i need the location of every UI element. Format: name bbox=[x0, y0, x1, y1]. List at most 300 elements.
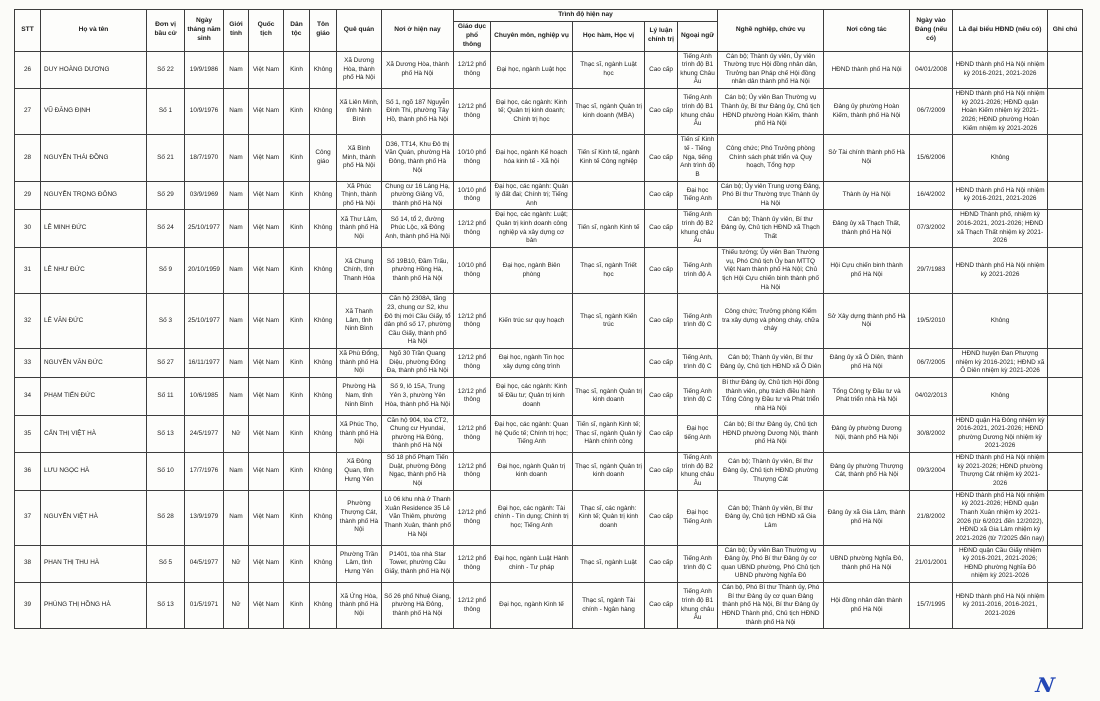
cell-nghenghiep: Thiếu tướng; Ủy viên Ban Thường vụ, Phó Chủ tịch Ủy ban MTTQ Việt Nam thành phố Hà Nội; Chủ tịch Hội Cựu chiến binh thành phố Hà Nội bbox=[718, 248, 824, 294]
cell-hocham: Thạc sĩ, ngành Tài chính - Ngân hàng bbox=[573, 583, 645, 629]
cell-donvi: Số 22 bbox=[147, 51, 185, 89]
cell-dantoc: Kinh bbox=[284, 294, 310, 349]
cell-gioitinh: Nữ bbox=[224, 583, 249, 629]
cell-stt: 38 bbox=[15, 545, 41, 583]
cell-ngaysinh: 01/5/1971 bbox=[185, 583, 224, 629]
cell-daibieu: HĐND thành phố Hà Nội nhiệm kỳ 2021-2026; HĐND quận Hoàn Kiếm nhiệm kỳ 2021-2026; HĐND phường Hoàn Kiếm nhiệm kỳ 2021-2026 bbox=[953, 89, 1048, 135]
cell-quequan: Xã Liên Minh, tỉnh Ninh Bình bbox=[337, 89, 382, 135]
cell-noio: D36, TT14, Khu Đô thị Văn Quán, phường Hà Đông, thành phố Hà Nội bbox=[382, 135, 454, 181]
scanned-document-page bbox=[0, 9, 1100, 701]
cell-hoten: NGUYỄN VĂN ĐỨC bbox=[41, 349, 147, 378]
cell-hocham bbox=[573, 349, 645, 378]
cell-lyluan: Cao cấp bbox=[645, 453, 678, 491]
cell-dantoc: Kinh bbox=[284, 583, 310, 629]
cell-stt: 27 bbox=[15, 89, 41, 135]
cell-ngaysinh: 16/11/1977 bbox=[185, 349, 224, 378]
cell-ngayvaodang: 07/3/2002 bbox=[910, 210, 953, 248]
col-header-ngaysinh: Ngày tháng năm sinh bbox=[185, 10, 224, 52]
cell-ngoaingu: Tiếng Anh trình độ B1 khung Châu Âu bbox=[678, 51, 718, 89]
cell-noio: Lô 06 khu nhà ở Thanh Xuân Residence 35 Lê Văn Thiêm, phường Thanh Xuân, thành phố Hà Nội bbox=[382, 490, 454, 545]
cell-ghichu bbox=[1048, 377, 1083, 415]
cell-gioitinh: Nam bbox=[224, 135, 249, 181]
cell-quoctich: Việt Nam bbox=[249, 453, 284, 491]
cell-chuyenmon: Đại học, ngành Luật Hành chính - Tư pháp bbox=[491, 545, 573, 583]
col-header-ngoaingu: Ngoại ngữ bbox=[678, 21, 718, 51]
cell-tongiao: Không bbox=[310, 294, 337, 349]
table-header bbox=[15, 10, 1083, 52]
cell-donvi: Số 5 bbox=[147, 545, 185, 583]
cell-chuyenmon: Đại học, ngành Kinh tế bbox=[491, 583, 573, 629]
cell-hoten: LÊ MINH ĐỨC bbox=[41, 210, 147, 248]
cell-gioitinh: Nam bbox=[224, 349, 249, 378]
cell-noicongtac: UBND phường Nghĩa Đô, thành phố Hà Nội bbox=[824, 545, 910, 583]
table-row bbox=[15, 349, 1083, 378]
table-row bbox=[15, 210, 1083, 248]
cell-hocham: Thạc sĩ, các ngành: Kinh tế; Quản trị kinh doanh bbox=[573, 490, 645, 545]
cell-donvi: Số 10 bbox=[147, 453, 185, 491]
cell-ngoaingu: Đại học Tiếng Anh bbox=[678, 181, 718, 210]
col-header-donvi: Đơn vị bầu cử bbox=[147, 10, 185, 52]
cell-quequan: Xã Ứng Hòa, thành phố Hà Nội bbox=[337, 583, 382, 629]
cell-daibieu: HĐND thành phố Hà Nội nhiệm kỳ 2016-2021, 2021-2026 bbox=[953, 51, 1048, 89]
cell-donvi: Số 3 bbox=[147, 294, 185, 349]
cell-dantoc: Kinh bbox=[284, 490, 310, 545]
cell-stt: 34 bbox=[15, 377, 41, 415]
cell-gdpt: 12/12 phổ thông bbox=[454, 89, 491, 135]
table-row bbox=[15, 294, 1083, 349]
cell-donvi: Số 24 bbox=[147, 210, 185, 248]
col-header-nghenghiep: Nghề nghiệp, chức vụ bbox=[718, 10, 824, 52]
cell-ngoaingu: Tiếng Anh trình độ B2 khung châu Âu bbox=[678, 210, 718, 248]
cell-stt: 30 bbox=[15, 210, 41, 248]
cell-quoctich: Việt Nam bbox=[249, 135, 284, 181]
cell-lyluan: Cao cấp bbox=[645, 210, 678, 248]
cell-hoten: CẤN THỊ VIỆT HÀ bbox=[41, 415, 147, 453]
cell-donvi: Số 11 bbox=[147, 377, 185, 415]
cell-dantoc: Kinh bbox=[284, 181, 310, 210]
cell-daibieu: HĐND Thành phố, nhiệm kỳ 2016-2021, 2021-2026; HĐND xã Thạch Thất nhiệm kỳ 2021-2026 bbox=[953, 210, 1048, 248]
cell-hocham: Thạc sĩ, ngành Luật bbox=[573, 545, 645, 583]
cell-lyluan: Cao cấp bbox=[645, 51, 678, 89]
cell-ghichu bbox=[1048, 294, 1083, 349]
cell-quequan: Phường Thượng Cát, thành phố Hà Nội bbox=[337, 490, 382, 545]
cell-tongiao: Không bbox=[310, 181, 337, 210]
cell-hoten: VŨ ĐĂNG ĐỊNH bbox=[41, 89, 147, 135]
cell-hocham: Thạc sĩ, ngành Triết học bbox=[573, 248, 645, 294]
cell-ghichu bbox=[1048, 135, 1083, 181]
cell-donvi: Số 29 bbox=[147, 181, 185, 210]
cell-gioitinh: Nam bbox=[224, 89, 249, 135]
cell-ngaysinh: 18/7/1970 bbox=[185, 135, 224, 181]
cell-stt: 39 bbox=[15, 583, 41, 629]
cell-chuyenmon: Đại học, ngành Luật học bbox=[491, 51, 573, 89]
cell-hocham: Tiến sĩ, ngành Kinh tế bbox=[573, 210, 645, 248]
col-header-ghichu: Ghi chú bbox=[1048, 10, 1083, 52]
cell-dantoc: Kinh bbox=[284, 135, 310, 181]
cell-noicongtac: Đảng ủy phường Dương Nội, thành phố Hà Nội bbox=[824, 415, 910, 453]
cell-noio: Căn hộ 904, tòa CT2, Chung cư Hyundai, phường Hà Đông, thành phố Hà Nội bbox=[382, 415, 454, 453]
cell-lyluan: Cao cấp bbox=[645, 248, 678, 294]
cell-ngayvaodang: 04/02/2013 bbox=[910, 377, 953, 415]
cell-lyluan: Cao cấp bbox=[645, 545, 678, 583]
cell-daibieu: Không bbox=[953, 294, 1048, 349]
cell-gdpt: 10/10 phổ thông bbox=[454, 135, 491, 181]
cell-noio: Chung cư 16 Láng Hạ, phường Giảng Võ, thành phố Hà Nội bbox=[382, 181, 454, 210]
col-header-hocham: Học hàm, Học vị bbox=[573, 21, 645, 51]
cell-gdpt: 10/10 phổ thông bbox=[454, 248, 491, 294]
col-header-gdpt: Giáo dục phổ thông bbox=[454, 21, 491, 51]
cell-chuyenmon: Đại học, các ngành: Quan hệ Quốc tế; Chính trị học; Tiếng Anh bbox=[491, 415, 573, 453]
cell-quequan: Xã Đông Quan, tỉnh Hưng Yên bbox=[337, 453, 382, 491]
cell-lyluan: Cao cấp bbox=[645, 377, 678, 415]
cell-ngayvaodang: 30/8/2002 bbox=[910, 415, 953, 453]
cell-hocham bbox=[573, 181, 645, 210]
cell-ghichu bbox=[1048, 583, 1083, 629]
cell-nghenghiep: Cán bộ; Ủy viên Ban Thường vụ Thành ủy, Bí thư Đảng ủy, Chủ tịch HĐND phường Hoàn Kiếm, thành phố Hà Nội bbox=[718, 89, 824, 135]
cell-noicongtac: HĐND thành phố Hà Nội bbox=[824, 51, 910, 89]
cell-ngoaingu: Tiếng Anh trình độ B1 khung châu Âu bbox=[678, 89, 718, 135]
cell-ngayvaodang: 19/5/2010 bbox=[910, 294, 953, 349]
cell-ghichu bbox=[1048, 181, 1083, 210]
col-header-stt: STT bbox=[15, 10, 41, 52]
cell-dantoc: Kinh bbox=[284, 453, 310, 491]
col-header-noio: Nơi ở hiện nay bbox=[382, 10, 454, 52]
cell-noicongtac: Đảng ủy xã Thạch Thất, thành phố Hà Nội bbox=[824, 210, 910, 248]
cell-nghenghiep: Cán bộ; Ủy viên Ban Thường vụ Đảng ủy, Phó Bí thư Đảng ủy cơ quan UBND phường, Phó Chủ tịch UBND phường Nghĩa Đô bbox=[718, 545, 824, 583]
cell-daibieu: HĐND thành phố Hà Nội nhiệm kỳ 2021-2026 bbox=[953, 248, 1048, 294]
cell-stt: 32 bbox=[15, 294, 41, 349]
cell-quoctich: Việt Nam bbox=[249, 89, 284, 135]
cell-donvi: Số 13 bbox=[147, 415, 185, 453]
table-row bbox=[15, 490, 1083, 545]
cell-gioitinh: Nam bbox=[224, 248, 249, 294]
cell-quoctich: Việt Nam bbox=[249, 415, 284, 453]
cell-hoten: PHAN THỊ THU HÀ bbox=[41, 545, 147, 583]
table-row bbox=[15, 89, 1083, 135]
cell-chuyenmon: Đại học, các ngành: Kinh tế Đầu tư; Quản trị kinh doanh bbox=[491, 377, 573, 415]
cell-gdpt: 12/12 phổ thông bbox=[454, 349, 491, 378]
col-header-chuyenmon: Chuyên môn, nghiệp vụ bbox=[491, 21, 573, 51]
cell-gdpt: 12/12 phổ thông bbox=[454, 377, 491, 415]
cell-donvi: Số 28 bbox=[147, 490, 185, 545]
cell-hocham: Thạc sĩ, ngành Quản trị kinh doanh bbox=[573, 453, 645, 491]
cell-stt: 31 bbox=[15, 248, 41, 294]
cell-tongiao: Không bbox=[310, 415, 337, 453]
cell-ngaysinh: 10/9/1976 bbox=[185, 89, 224, 135]
col-header-hoten: Họ và tên bbox=[41, 10, 147, 52]
cell-tongiao: Không bbox=[310, 349, 337, 378]
cell-hocham: Tiến sĩ, ngành Kinh tế; Thạc sĩ, ngành Quản lý Hành chính công bbox=[573, 415, 645, 453]
cell-chuyenmon: Đại học, ngành Biên phòng bbox=[491, 248, 573, 294]
cell-stt: 29 bbox=[15, 181, 41, 210]
cell-lyluan: Cao cấp bbox=[645, 415, 678, 453]
cell-tongiao: Không bbox=[310, 545, 337, 583]
cell-daibieu: HĐND huyện Đan Phượng nhiệm kỳ 2016-2021; HĐND xã Ô Diên nhiệm kỳ 2021-2026 bbox=[953, 349, 1048, 378]
cell-quoctich: Việt Nam bbox=[249, 545, 284, 583]
cell-gioitinh: Nữ bbox=[224, 415, 249, 453]
cell-ngaysinh: 20/10/1959 bbox=[185, 248, 224, 294]
cell-ngayvaodang: 21/01/2001 bbox=[910, 545, 953, 583]
cell-ngoaingu: Tiếng Anh trình độ C bbox=[678, 545, 718, 583]
cell-donvi: Số 27 bbox=[147, 349, 185, 378]
table-row bbox=[15, 135, 1083, 181]
cell-stt: 35 bbox=[15, 415, 41, 453]
cell-tongiao: Không bbox=[310, 248, 337, 294]
cell-ngayvaodang: 16/4/2002 bbox=[910, 181, 953, 210]
cell-nghenghiep: Cán bộ; Ủy viên Trung ương Đảng, Phó Bí thư Thường trực Thành ủy Hà Nội bbox=[718, 181, 824, 210]
cell-ngoaingu: Tiếng Anh trình độ C bbox=[678, 294, 718, 349]
cell-chuyenmon: Đại học, các ngành: Quản lý đất đai; Chính trị; Tiếng Anh bbox=[491, 181, 573, 210]
col-header-lyluan: Lý luận chính trị bbox=[645, 21, 678, 51]
cell-quoctich: Việt Nam bbox=[249, 51, 284, 89]
cell-ngayvaodang: 06/7/2005 bbox=[910, 349, 953, 378]
table-row bbox=[15, 545, 1083, 583]
cell-quoctich: Việt Nam bbox=[249, 490, 284, 545]
cell-quequan: Xã Phúc Thọ, thành phố Hà Nội bbox=[337, 415, 382, 453]
table-row bbox=[15, 51, 1083, 89]
cell-ghichu bbox=[1048, 490, 1083, 545]
cell-ngoaingu: Đại học tiếng Anh bbox=[678, 415, 718, 453]
cell-ngoaingu: Đại học Tiếng Anh bbox=[678, 490, 718, 545]
cell-ghichu bbox=[1048, 248, 1083, 294]
cell-ngaysinh: 04/5/1977 bbox=[185, 545, 224, 583]
cell-dantoc: Kinh bbox=[284, 415, 310, 453]
cell-chuyenmon: Đại học, ngành Quản trị kinh doanh bbox=[491, 453, 573, 491]
cell-quoctich: Việt Nam bbox=[249, 248, 284, 294]
cell-hocham: Thạc sĩ, ngành Kiến trúc bbox=[573, 294, 645, 349]
cell-chuyenmon: Đại học, các ngành: Kinh tế; Quản trị kinh doanh; Chính trị học bbox=[491, 89, 573, 135]
cell-quequan: Xã Dương Hòa, thành phố Hà Nội bbox=[337, 51, 382, 89]
table-row bbox=[15, 453, 1083, 491]
cell-dantoc: Kinh bbox=[284, 210, 310, 248]
cell-gioitinh: Nam bbox=[224, 377, 249, 415]
cell-hoten: NGUYỄN VIỆT HÀ bbox=[41, 490, 147, 545]
cell-hocham: Thạc sĩ, ngành Quản trị kinh doanh bbox=[573, 377, 645, 415]
cell-tongiao: Không bbox=[310, 377, 337, 415]
cell-ngoaingu: Tiếng Anh trình độ A bbox=[678, 248, 718, 294]
table-row bbox=[15, 248, 1083, 294]
cell-hoten: PHÙNG THỊ HỒNG HÀ bbox=[41, 583, 147, 629]
cell-gioitinh: Nam bbox=[224, 453, 249, 491]
cell-daibieu: HĐND thành phố Hà Nội nhiệm kỳ 2016-2021, 2021-2026 bbox=[953, 181, 1048, 210]
col-header-quoctich: Quốc tịch bbox=[249, 10, 284, 52]
cell-ngoaingu: Tiến sĩ Kinh tế - Tiếng Nga, tiếng Anh trình độ B bbox=[678, 135, 718, 181]
cell-donvi: Số 13 bbox=[147, 583, 185, 629]
cell-noicongtac: Thành ủy Hà Nội bbox=[824, 181, 910, 210]
cell-ghichu bbox=[1048, 545, 1083, 583]
cell-stt: 33 bbox=[15, 349, 41, 378]
table-row bbox=[15, 181, 1083, 210]
cell-noicongtac: Đảng ủy phường Thượng Cát, thành phố Hà Nội bbox=[824, 453, 910, 491]
col-header-noicongtac: Nơi công tác bbox=[824, 10, 910, 52]
cell-nghenghiep: Cán bộ; Thành ủy viên, Bí thư Đảng ủy, Chủ tịch HĐND phường Thượng Cát bbox=[718, 453, 824, 491]
cell-noio: Ngõ 30 Trần Quang Diệu, phường Đống Đa, thành phố Hà Nội bbox=[382, 349, 454, 378]
cell-quequan: Phường Trần Lâm, tỉnh Hưng Yên bbox=[337, 545, 382, 583]
cell-ngaysinh: 03/9/1969 bbox=[185, 181, 224, 210]
cell-quoctich: Việt Nam bbox=[249, 210, 284, 248]
cell-gioitinh: Nữ bbox=[224, 545, 249, 583]
cell-daibieu: Không bbox=[953, 377, 1048, 415]
cell-daibieu: HĐND quận Cầu Giấy nhiệm kỳ 2016-2021, 2021-2026; HĐND phường Nghĩa Đô nhiệm kỳ 2021-2026 bbox=[953, 545, 1048, 583]
cell-noio: Số 19B10, Đầm Trấu, phường Hồng Hà, thành phố Hà Nội bbox=[382, 248, 454, 294]
cell-tongiao: Không bbox=[310, 89, 337, 135]
cell-noicongtac: Hội Cựu chiến binh thành phố Hà Nội bbox=[824, 248, 910, 294]
cell-ngayvaodang: 04/01/2008 bbox=[910, 51, 953, 89]
cell-dantoc: Kinh bbox=[284, 545, 310, 583]
cell-daibieu: HĐND thành phố Hà Nội nhiệm kỳ 2011-2016, 2016-2021, 2021-2026 bbox=[953, 583, 1048, 629]
col-group-header-trinhdo: Trình độ hiện nay bbox=[454, 10, 718, 22]
cell-stt: 37 bbox=[15, 490, 41, 545]
cell-stt: 36 bbox=[15, 453, 41, 491]
cell-ngoaingu: Tiếng Anh trình độ B2 khung châu Âu bbox=[678, 453, 718, 491]
cell-gdpt: 12/12 phổ thông bbox=[454, 51, 491, 89]
cell-dantoc: Kinh bbox=[284, 349, 310, 378]
cell-chuyenmon: Đại học, các ngành: Tài chính - Tín dụng; Chính trị học; Tiếng Anh bbox=[491, 490, 573, 545]
cell-noio: Số 14, tổ 2, đường Phúc Lộc, xã Đông Anh, thành phố Hà Nội bbox=[382, 210, 454, 248]
cell-chuyenmon: Đại học, ngành Kế hoạch hóa kinh tế - Xã hội bbox=[491, 135, 573, 181]
cell-nghenghiep: Công chức; Trưởng phòng Kiểm tra xây dựng và phòng cháy, chữa cháy bbox=[718, 294, 824, 349]
cell-tongiao: Không bbox=[310, 51, 337, 89]
cell-noio: Căn hộ 2308A, tầng 23, chung cư S2, khu Đô thị mới Cầu Giấy, tổ dân phố số 17, phường Cầu Giấy, thành phố Hà Nội bbox=[382, 294, 454, 349]
cell-ngaysinh: 17/7/1976 bbox=[185, 453, 224, 491]
cell-quequan: Phường Hà Nam, tỉnh Ninh Bình bbox=[337, 377, 382, 415]
cell-gioitinh: Nam bbox=[224, 294, 249, 349]
cell-noio: Xã Dương Hòa, thành phố Hà Nội bbox=[382, 51, 454, 89]
table-row bbox=[15, 377, 1083, 415]
cell-nghenghiep: Cán bộ; Thành ủy viên, Bí thư Đảng ủy, Chủ tịch HĐND xã Ô Diên bbox=[718, 349, 824, 378]
cell-quequan: Xã Chung Chính, tỉnh Thanh Hóa bbox=[337, 248, 382, 294]
cell-hoten: LÊ VĂN ĐỨC bbox=[41, 294, 147, 349]
cell-ngaysinh: 25/10/1977 bbox=[185, 294, 224, 349]
cell-tongiao: Không bbox=[310, 453, 337, 491]
cell-gdpt: 12/12 phổ thông bbox=[454, 415, 491, 453]
cell-donvi: Số 1 bbox=[147, 89, 185, 135]
col-header-dantoc: Dân tộc bbox=[284, 10, 310, 52]
cell-gioitinh: Nam bbox=[224, 51, 249, 89]
cell-quoctich: Việt Nam bbox=[249, 294, 284, 349]
cell-stt: 26 bbox=[15, 51, 41, 89]
cell-gioitinh: Nam bbox=[224, 490, 249, 545]
cell-nghenghiep: Cán bộ, Phó Bí thư Thành ủy, Phó Bí thư Đảng ủy cơ quan Đảng thành phố Hà Nội, Bí thư Đảng ủy HĐND Thành phố, Chủ tịch HĐND thành phố Hà Nội bbox=[718, 583, 824, 629]
cell-daibieu: Không bbox=[953, 135, 1048, 181]
cell-hocham: Thạc sĩ, ngành Quản trị kinh doanh (MBA) bbox=[573, 89, 645, 135]
cell-ghichu bbox=[1048, 349, 1083, 378]
cell-gioitinh: Nam bbox=[224, 181, 249, 210]
cell-ghichu bbox=[1048, 210, 1083, 248]
cell-donvi: Số 21 bbox=[147, 135, 185, 181]
cell-tongiao: Không bbox=[310, 490, 337, 545]
cell-lyluan: Cao cấp bbox=[645, 135, 678, 181]
cell-quoctich: Việt Nam bbox=[249, 377, 284, 415]
cell-lyluan: Cao cấp bbox=[645, 181, 678, 210]
cell-hoten: NGUYỄN THÁI ĐỒNG bbox=[41, 135, 147, 181]
cell-noicongtac: Sở Tài chính thành phố Hà Nội bbox=[824, 135, 910, 181]
cell-quoctich: Việt Nam bbox=[249, 583, 284, 629]
cell-daibieu: HĐND thành phố Hà Nội nhiệm kỳ 2021-2026; HĐND quận Thanh Xuân nhiệm kỳ 2021-2026 (từ 6/2021 đến 12/2022), HĐND xã Gia Lâm nhiệm kỳ 2021-2026 (từ 7/2025 đến nay) bbox=[953, 490, 1048, 545]
cell-ghichu bbox=[1048, 415, 1083, 453]
cell-hocham: Tiến sĩ Kinh tế, ngành Kinh tế Công nghiệp bbox=[573, 135, 645, 181]
cell-ngoaingu: Tiếng Anh trình độ C bbox=[678, 377, 718, 415]
cell-quoctich: Việt Nam bbox=[249, 181, 284, 210]
cell-nghenghiep: Công chức; Phó Trưởng phòng Chính sách phát triển và Quy hoạch, Tổng hợp bbox=[718, 135, 824, 181]
cell-noio: P1401, tòa nhà Star Tower, phường Cầu Giấy, thành phố Hà Nội bbox=[382, 545, 454, 583]
cell-tongiao: Công giáo bbox=[310, 135, 337, 181]
cell-ngaysinh: 13/9/1979 bbox=[185, 490, 224, 545]
cell-lyluan: Cao cấp bbox=[645, 490, 678, 545]
cell-noicongtac: Đảng ủy phường Hoàn Kiếm, thành phố Hà Nội bbox=[824, 89, 910, 135]
cell-quequan: Xã Thanh Lâm, tỉnh Ninh Bình bbox=[337, 294, 382, 349]
cell-hoten: NGUYỄN TRỌNG ĐÔNG bbox=[41, 181, 147, 210]
cell-gdpt: 12/12 phổ thông bbox=[454, 453, 491, 491]
cell-hocham: Thạc sĩ, ngành Luật học bbox=[573, 51, 645, 89]
cell-lyluan: Cao cấp bbox=[645, 349, 678, 378]
cell-gdpt: 12/12 phổ thông bbox=[454, 583, 491, 629]
cell-noio: Số 18 phố Phạm Tiến Duật, phường Đông Ngạc, thành phố Hà Nội bbox=[382, 453, 454, 491]
cell-noicongtac: Đảng ủy xã Gia Lâm, thành phố Hà Nội bbox=[824, 490, 910, 545]
cell-chuyenmon: Đại học, ngành Tin học xây dựng công trình bbox=[491, 349, 573, 378]
cell-lyluan: Cao cấp bbox=[645, 583, 678, 629]
table-row bbox=[15, 415, 1083, 453]
col-header-gioitinh: Giới tính bbox=[224, 10, 249, 52]
cell-ghichu bbox=[1048, 89, 1083, 135]
cell-noicongtac: Sở Xây dựng thành phố Hà Nội bbox=[824, 294, 910, 349]
cell-daibieu: HĐND thành phố Hà Nội nhiệm kỳ 2021-2026; HĐND phường Thượng Cát nhiệm kỳ 2021-2026 bbox=[953, 453, 1048, 491]
cell-tongiao: Không bbox=[310, 210, 337, 248]
cell-lyluan: Cao cấp bbox=[645, 294, 678, 349]
cell-quequan: Xã Phúc Thịnh, thành phố Hà Nội bbox=[337, 181, 382, 210]
cell-noio: Số 1, ngõ 187 Nguyễn Đình Thi, phường Tây Hồ, thành phố Hà Nội bbox=[382, 89, 454, 135]
deputies-roster-table bbox=[14, 9, 1083, 629]
cell-dantoc: Kinh bbox=[284, 89, 310, 135]
cell-ngaysinh: 10/6/1985 bbox=[185, 377, 224, 415]
cell-lyluan: Cao cấp bbox=[645, 89, 678, 135]
cell-ngaysinh: 19/9/1986 bbox=[185, 51, 224, 89]
cell-gdpt: 12/12 phổ thông bbox=[454, 210, 491, 248]
col-header-quequan: Quê quán bbox=[337, 10, 382, 52]
signature-paraph-mark: N bbox=[1034, 673, 1056, 697]
table-row bbox=[15, 583, 1083, 629]
cell-ngoaingu: Tiếng Anh, trình độ C bbox=[678, 349, 718, 378]
table-body bbox=[15, 51, 1083, 629]
cell-gdpt: 12/12 phổ thông bbox=[454, 490, 491, 545]
cell-gioitinh: Nam bbox=[224, 210, 249, 248]
cell-noio: Số 26 phố Nhuệ Giang, phường Hà Đông, thành phố Hà Nội bbox=[382, 583, 454, 629]
cell-quequan: Xã Thư Lâm, thành phố Hà Nội bbox=[337, 210, 382, 248]
cell-stt: 28 bbox=[15, 135, 41, 181]
cell-noio: Số 9, lô 15A, Trung Yên 3, phường Yên Hòa, thành phố Hà Nội bbox=[382, 377, 454, 415]
col-header-tongiao: Tôn giáo bbox=[310, 10, 337, 52]
cell-noicongtac: Hội đồng nhân dân thành phố Hà Nội bbox=[824, 583, 910, 629]
cell-dantoc: Kinh bbox=[284, 377, 310, 415]
cell-hoten: PHẠM TIẾN ĐỨC bbox=[41, 377, 147, 415]
cell-ghichu bbox=[1048, 51, 1083, 89]
cell-hoten: LƯU NGỌC HÀ bbox=[41, 453, 147, 491]
cell-nghenghiep: Cán bộ; Thành ủy viên, Bí thư Đảng ủy, Chủ tịch HĐND xã Thạch Thất bbox=[718, 210, 824, 248]
cell-gdpt: 12/12 phổ thông bbox=[454, 545, 491, 583]
cell-nghenghiep: Cán bộ; Bí thư Đảng ủy, Chủ tịch HĐND phường Dương Nội, thành phố Hà Nội bbox=[718, 415, 824, 453]
cell-ngayvaodang: 09/3/2004 bbox=[910, 453, 953, 491]
cell-dantoc: Kinh bbox=[284, 248, 310, 294]
cell-daibieu: HĐND quận Hà Đông nhiệm kỳ 2016-2021, 2021-2026; HĐND phường Dương Nội nhiệm kỳ 2021-2026 bbox=[953, 415, 1048, 453]
cell-hoten: DUY HOÀNG DƯƠNG bbox=[41, 51, 147, 89]
cell-ngayvaodang: 29/7/1983 bbox=[910, 248, 953, 294]
cell-quequan: Xã Bình Minh, thành phố Hà Nội bbox=[337, 135, 382, 181]
cell-nghenghiep: Cán bộ; Thành ủy viên, Bí thư Đảng ủy, Chủ tịch HĐND xã Gia Lâm bbox=[718, 490, 824, 545]
cell-quoctich: Việt Nam bbox=[249, 349, 284, 378]
cell-chuyenmon: Đại học, các ngành: Luật; Quản trị kinh doanh công nghiệp và xây dựng cơ bản bbox=[491, 210, 573, 248]
cell-gdpt: 10/10 phổ thông bbox=[454, 181, 491, 210]
cell-noicongtac: Tổng Công ty Đầu tư và Phát triển nhà Hà Nội bbox=[824, 377, 910, 415]
